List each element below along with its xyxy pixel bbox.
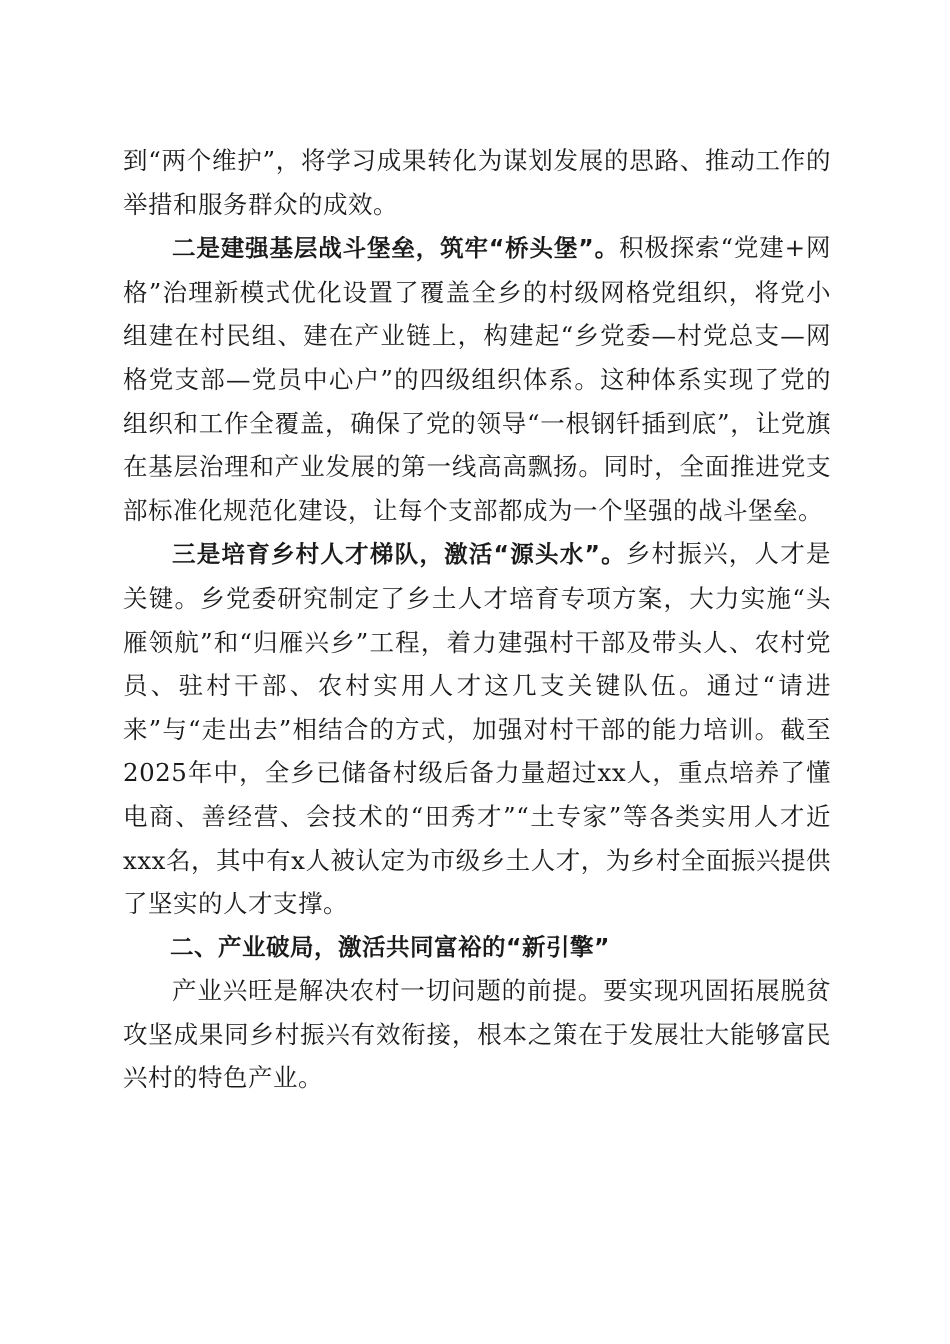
paragraph-strengthen-grassroots bbox=[123, 226, 831, 532]
paragraph-talent-cultivation bbox=[123, 532, 831, 925]
section-heading: 二、产业破局，激活共同富裕的“新引擎” bbox=[170, 932, 610, 961]
paragraph-lead: 二是建强基层战斗堡垒，筑牢“桥头堡”。 bbox=[172, 234, 619, 263]
document-body bbox=[123, 139, 831, 1100]
paragraph-lead: 三是培育乡村人才梯队，激活“源头水”。 bbox=[172, 540, 626, 569]
paragraph-industry bbox=[123, 969, 831, 1100]
paragraph-text: 乡村振兴，人才是关键。乡党委研究制定了乡土人才培育专项方案，大力实施“头雁领航”和“归雁兴乡”工程，着力建强村干部及带头人、农村党员、驻村干部、农村实用人才这几支关键队伍。通过“请进来”与“走出去”相结合的方式，加强对村干部的能力培训。截至2025年中，全乡已储备村级后备力量超过xx人，重点培养了懂电商、善经营、会技术的“田秀才”“土专家”等各类实用人才近xxx名，其中有x人被认定为市级乡土人才，为乡村全面振兴提供了坚实的人才支撑。 bbox=[123, 539, 832, 919]
paragraph-text: 产业兴旺是解决农村一切问题的前提。要实现巩固拓展脱贫攻坚成果同乡村振兴有效衔接，根本之策在于发展壮大能够富民兴村的特色产业。 bbox=[123, 976, 831, 1093]
paragraph-text: 积极探索“党建+网格”治理新模式优化设置了覆盖全乡的村级网格党组织，将党小组建在村民组、建在产业链上，构建起“乡党委—村党总支—网格党支部—党员中心户”的四级组织体系。这种体系实现了党的组织和工作全覆盖，确保了党的领导“一根钢钎插到底”，让党旗在基层治理和产业发展的第一线高高飘扬。同时，全面推进党支部标准化规范化建设，让每个支部都成为一个坚强的战斗堡垒。 bbox=[123, 233, 831, 525]
paragraph-text: 到“两个维护”，将学习成果转化为谋划发展的思路、推动工作的举措和服务群众的成效。 bbox=[123, 146, 831, 219]
paragraph-continuation bbox=[123, 139, 831, 226]
